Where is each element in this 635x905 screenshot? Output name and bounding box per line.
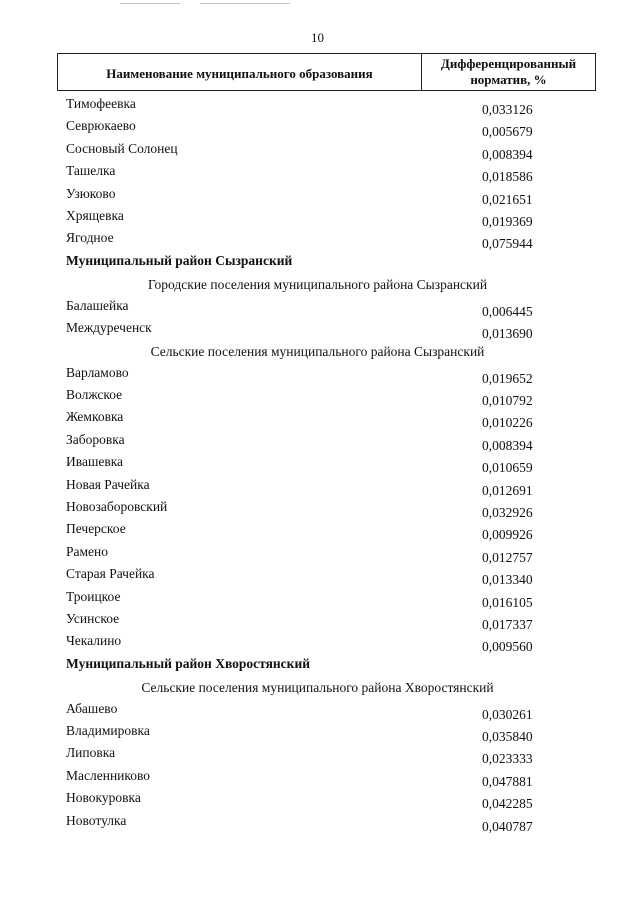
norm-value: 0,019369 bbox=[482, 213, 533, 229]
municipality-name: Новозаборовский bbox=[66, 499, 168, 515]
norm-value: 0,008394 bbox=[482, 146, 533, 162]
norm-value: 0,035840 bbox=[482, 728, 533, 744]
column-header-norm: Дифференцированный норматив, % bbox=[440, 56, 577, 87]
norm-value: 0,047881 bbox=[482, 773, 533, 789]
norm-value: 0,040787 bbox=[482, 818, 533, 834]
norm-value: 0,010659 bbox=[482, 460, 533, 476]
district-heading bbox=[0, 253, 635, 275]
settlement-subheading bbox=[0, 678, 635, 700]
norm-value: 0,016105 bbox=[482, 594, 533, 610]
table-header bbox=[57, 53, 596, 91]
municipality-name: Жемковка bbox=[66, 409, 124, 425]
norm-value: 0,032926 bbox=[482, 505, 533, 521]
table-row bbox=[0, 611, 635, 633]
norm-value: 0,017337 bbox=[482, 616, 533, 632]
municipality-name: Липовка bbox=[66, 745, 116, 761]
norm-value: 0,006445 bbox=[482, 303, 533, 319]
scan-artifact bbox=[200, 3, 290, 4]
municipality-name: Троицкое bbox=[66, 588, 121, 604]
table-row bbox=[0, 790, 635, 812]
section-title: Городские поселения муниципального района Сызранский bbox=[147, 277, 488, 293]
municipality-name: Заборовка bbox=[66, 431, 125, 447]
municipality-name: Тимофеевка bbox=[66, 96, 136, 111]
norm-value: 0,008394 bbox=[482, 437, 533, 453]
norm-value: 0,075944 bbox=[482, 236, 533, 252]
table-row bbox=[0, 230, 635, 252]
table-row bbox=[0, 186, 635, 208]
municipality-name: Усинское bbox=[66, 610, 120, 626]
municipality-name: Балашейка bbox=[66, 297, 129, 313]
section-title: Сельские поселения муниципального района Хворостянский bbox=[141, 680, 494, 696]
table-row bbox=[0, 521, 635, 543]
municipality-name: Междуреченск bbox=[66, 319, 152, 335]
norm-value: 0,021651 bbox=[482, 191, 533, 207]
table-row bbox=[0, 118, 635, 140]
settlement-subheading bbox=[0, 275, 635, 297]
settlement-subheading bbox=[0, 342, 635, 364]
norm-value: 0,009926 bbox=[482, 527, 533, 543]
table-row bbox=[0, 208, 635, 230]
norm-value: 0,013340 bbox=[482, 572, 533, 588]
municipality-name: Сосновый Солонец bbox=[66, 140, 178, 156]
table-row bbox=[0, 499, 635, 521]
table-row bbox=[0, 768, 635, 790]
municipality-name: Владимировка bbox=[66, 722, 150, 738]
norm-value: 0,033126 bbox=[482, 102, 533, 117]
municipality-name: Новая Рачейка bbox=[66, 476, 150, 492]
municipality-name: Масленниково bbox=[66, 767, 151, 783]
norm-value: 0,010226 bbox=[482, 415, 533, 431]
table-row bbox=[0, 409, 635, 431]
table-body bbox=[0, 96, 635, 835]
municipality-name: Новотулка bbox=[66, 812, 127, 828]
table-row bbox=[0, 96, 635, 118]
table-row bbox=[0, 544, 635, 566]
table-row bbox=[0, 163, 635, 185]
page-number: 10 bbox=[311, 30, 324, 45]
section-title: Муниципальный район Сызранский bbox=[66, 252, 293, 268]
norm-value: 0,018586 bbox=[482, 169, 533, 185]
norm-value: 0,012691 bbox=[482, 482, 533, 498]
table-row bbox=[0, 432, 635, 454]
municipality-name: Ивашевка bbox=[66, 454, 124, 470]
table-row bbox=[0, 387, 635, 409]
table-row bbox=[0, 813, 635, 835]
norm-value: 0,005679 bbox=[482, 124, 533, 140]
norm-value: 0,010792 bbox=[482, 393, 533, 409]
municipality-name: Узюково bbox=[66, 185, 116, 201]
norm-value: 0,009560 bbox=[482, 639, 533, 655]
table-row bbox=[0, 141, 635, 163]
section-title: Сельские поселения муниципального района Сызранский bbox=[150, 344, 485, 360]
norm-value: 0,023333 bbox=[482, 751, 533, 767]
norm-value: 0,042285 bbox=[482, 796, 533, 812]
table-row bbox=[0, 320, 635, 342]
table-row bbox=[0, 454, 635, 476]
municipality-name: Волжское bbox=[66, 387, 123, 403]
municipality-name: Рамено bbox=[66, 543, 109, 559]
municipality-name: Чекалино bbox=[66, 633, 122, 649]
municipality-name: Печерское bbox=[66, 521, 126, 537]
municipality-name: Новокуровка bbox=[66, 790, 141, 806]
municipality-name: Ягодное bbox=[66, 230, 114, 246]
norm-value: 0,012757 bbox=[482, 549, 533, 565]
municipality-name: Севрюкаево bbox=[66, 118, 136, 134]
table-row bbox=[0, 745, 635, 767]
municipality-name: Старая Рачейка bbox=[66, 566, 155, 582]
norm-value: 0,030261 bbox=[482, 706, 533, 722]
section-title: Муниципальный район Хворостянский bbox=[66, 655, 311, 671]
column-header-name: Наименование муниципального образования bbox=[58, 54, 422, 90]
municipality-name: Варламово bbox=[66, 364, 129, 380]
table-row bbox=[0, 701, 635, 723]
municipality-name: Хрящевка bbox=[66, 207, 124, 223]
norm-value: 0,013690 bbox=[482, 325, 533, 341]
table-row bbox=[0, 365, 635, 387]
table-row bbox=[0, 298, 635, 320]
table-row bbox=[0, 589, 635, 611]
table-row bbox=[0, 723, 635, 745]
table-row bbox=[0, 477, 635, 499]
municipality-name: Абашево bbox=[66, 700, 118, 716]
scan-artifact bbox=[120, 3, 180, 4]
table-row bbox=[0, 566, 635, 588]
norm-value: 0,019652 bbox=[482, 370, 533, 386]
municipality-name: Ташелка bbox=[66, 163, 116, 179]
district-heading bbox=[0, 656, 635, 678]
table-row bbox=[0, 633, 635, 655]
